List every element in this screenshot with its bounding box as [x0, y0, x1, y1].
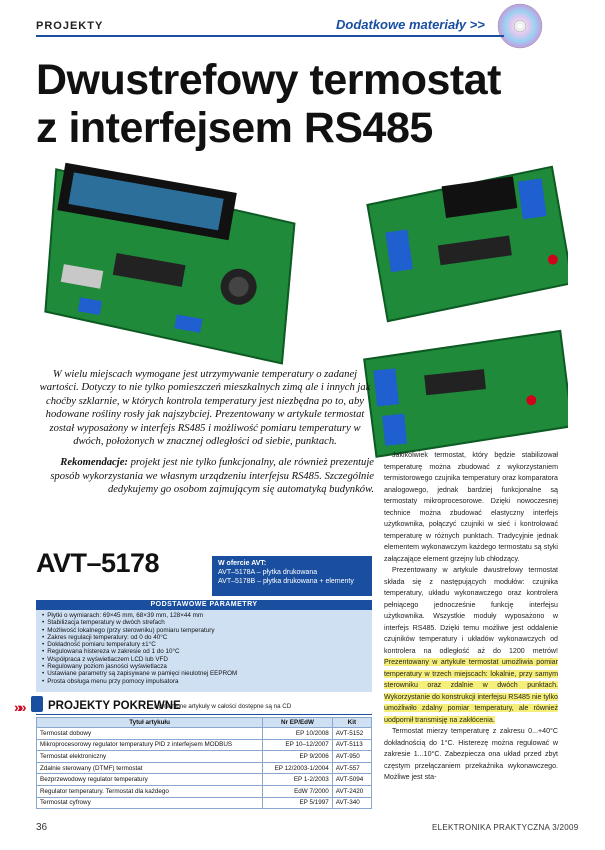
parameter-item: • Regulowana histereza w zakresie od 1 do 10°C: [42, 648, 372, 655]
section-label: PROJEKTY: [36, 20, 104, 32]
double-arrow-icon: »»: [14, 699, 24, 715]
related-subtitle: wymienione artykuły w całości dostępne są na CD: [154, 703, 292, 710]
table-row: Termostat elektroniczny EP 9/2006 AVT-950: [37, 751, 372, 763]
table-row: Zdalnie sterowany (DTMF) termostat EP 12/2003-1/2004 AVT-557: [37, 762, 372, 774]
page-number: 36: [36, 822, 48, 833]
related-title: PROJEKTY POKREWNE: [48, 700, 181, 712]
parameter-item: • Stabilizacja temperatury w dwóch strefach: [42, 619, 372, 626]
avt-offer-box: [212, 556, 372, 596]
parameter-item: • Zakres regulacji temperatury: od 0 do 40°C: [42, 634, 372, 641]
parameter-item: • Możliwość lokalnego (przy sterowniku) pomiaru temperatury: [42, 627, 372, 634]
table-row: Mikroprocesorowy regulator temperatury PID z interfejsem MODBUS EP 10–12/2007 AVT-5113: [37, 739, 372, 751]
table-row: Termostat cyfrowy EP 5/1997 AVT-340: [37, 797, 372, 809]
related-rule: [36, 714, 372, 715]
recommendation-label: Rekomendacje:: [60, 457, 128, 469]
col-title: Tytuł artykułu: [37, 718, 263, 728]
offer-item: AVT–5178B – płytka drukowana + elementy: [218, 578, 354, 585]
body-paragraph: Termostat mierzy temperaturę z zakresu 0...+40°C dokładnością do 1°C. Histerezę można regulować w zakresie 1...10°C. Zabezpiecza ona układ przed zbyt częstym przełączaniem przekaźnika wykonawczego. Możliwe jest sta-: [384, 727, 558, 781]
cd-icon: [496, 2, 544, 50]
controller-board: [36, 161, 310, 363]
title-line-1: Dwustrefowy termostat: [36, 56, 501, 104]
body-paragraph: [384, 565, 558, 726]
parameters-heading: PODSTAWOWE PARAMETRY: [36, 600, 372, 610]
lead-intro: W wielu miejscach wymogane jest utrzymywanie temperatury o zadanej wartości. Dotyczy to nie tylko pomieszczeń mieszkalnych zimą ale i innych jak choćby szklarnie, w których kontrola temperatury jest niezbędna po to, aby hodowane rośliny rosły jak najszybciej. Prezentowany w artykule termostat został wyposażony w interfejs RS485 i możliwość pomiaru temperatury w dwóch, położonych w znacznej odległości od siebie, punktach.: [39, 369, 371, 448]
table-row: Regulator temperatury. Termostat dla każdego EdW 7/2000 AVT-2420: [37, 785, 372, 797]
offer-title: W ofercie AVT:: [218, 560, 267, 567]
related-table: [36, 717, 372, 809]
parameter-item: • Współpraca z wyświetlaczem LCD lub VFD: [42, 656, 372, 663]
avt-code: AVT–5178: [36, 548, 160, 578]
recommendation: [36, 456, 374, 496]
table-row: Bezprzewodowy regulator temperatury EP 1-2/2003 AVT-5094: [37, 774, 372, 786]
book-icon: [31, 696, 43, 712]
header-rule: [36, 35, 504, 37]
executive-board: [366, 166, 568, 321]
article-body: [384, 450, 558, 784]
col-issue: Nr EP/EdW: [263, 718, 332, 728]
body-text: Prezentowany w artykule dwustrefowy termostat składa się z następujących modułów: czujnika temperatury, układu wykonawczego oraz kontrolera pełniącego jednocześnie funkcję interfejsu użytkownika. Wszystkie moduły wyposażono w interfejs RS485. Dzięki temu możliwe jest oddalenie czujników temperatury i układów wykonawczych od kontrolera na odległość aż do 1200 metrów!: [384, 566, 558, 655]
article-title: [36, 56, 556, 152]
lead-text: [36, 368, 374, 497]
parameter-item: • Dokładność pomiaru temperatury ±1°C: [42, 641, 372, 648]
parameter-item: • Prosta obsługa menu przy pomocy impulsatora: [42, 678, 372, 685]
col-kit: Kit: [332, 718, 371, 728]
table-row: Termostat dobowy EP 10/2008 AVT-5152: [37, 728, 372, 740]
additional-materials-link[interactable]: Dodatkowe materiały >>: [336, 17, 485, 32]
parameter-item: • Regulowany poziom jasności wyświetlacza: [42, 663, 372, 670]
body-paragraph: Jakikolwiek termostat, który będzie stabilizował temperaturę można zbudować z wykorzystaniem termistorowego czujnika temperatury oraz komparatora analogowego, jednak bardziej funkcjonalne są termostaty mikroprocesorowe. Dzięki nowoczesnej technice można zbudować elastyczny interfejs użytkownika, połączyć czujniki w sieć i kontrolować temperaturę w różnych punktach. Tradycyjnie jednak elementem wykonawczym każdego termostatu są styki załączające element grzejny lub chłodzący.: [384, 451, 558, 563]
recommendation-text: projekt jest nie tylko funkcjonalny, ale również prezentuje sposób wykorzystania we własnym urządzeniu interfejsu RS485. Szczególnie dedykujemy go osobom zajmującym się automatyką budynków.: [50, 457, 374, 496]
title-line-2: z interfejsem RS485: [36, 104, 433, 152]
highlighted-text: Prezentowany w artykule termostat umożliwia pomiar temperatury w trzech miejscach: lokalnie, przy samym sterowniku oraz zdalnie w dwóch punktach. Wykorzystanie do konstrukcji interfejsu RS485 nie tylko umożliwiło zdalny pomiar temperatury, ale również uodpornił transmisję na zakłócenia.: [384, 658, 558, 724]
offer-item: AVT–5178A – płytka drukowana: [218, 569, 318, 576]
parameter-item: • Ustawiane parametry są zapisywane w pamięci nieulotnej EEPROM: [42, 670, 372, 677]
parameter-item: • Płytki o wymiarach: 69×45 mm, 68×39 mm, 128×44 mm: [42, 612, 372, 619]
parameters-box: [36, 600, 372, 692]
magazine-name: ELEKTRONIKA PRAKTYCZNA 3/2009: [432, 823, 579, 832]
sensor-board: [363, 331, 568, 457]
